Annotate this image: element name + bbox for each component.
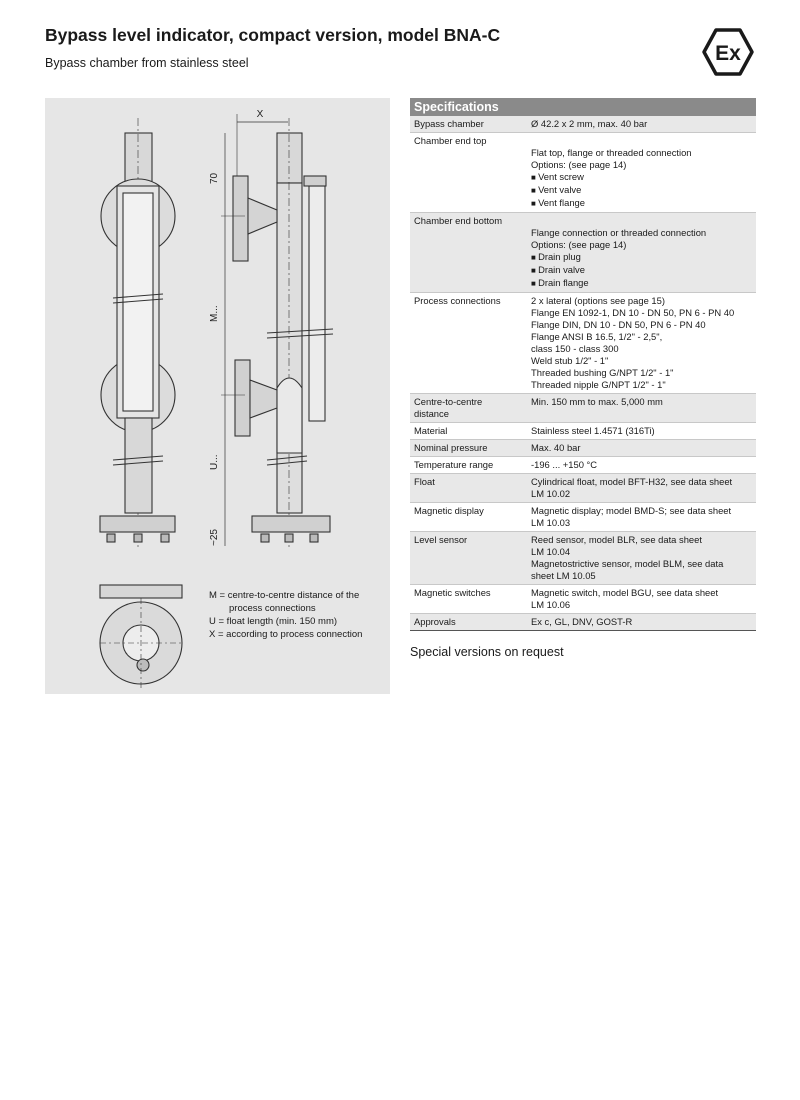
spec-row-chamber-end-top <box>410 133 756 213</box>
spec-value: LM 10.04 <box>531 546 571 557</box>
spec-label: Bypass chamber <box>414 118 484 129</box>
spec-label: Centre-to-centre <box>414 396 483 407</box>
spec-bullet: ■ Drain flange <box>531 277 753 290</box>
spec-label: Temperature range <box>414 459 494 470</box>
spec-row-process-connections <box>410 293 756 394</box>
spec-bullet: ■ Vent screw <box>531 171 753 184</box>
spec-value: sheet LM 10.05 <box>531 570 596 581</box>
spec-label: Nominal pressure <box>414 442 488 453</box>
spec-row-nominal-pressure <box>410 440 756 457</box>
ex-hexagon-icon <box>702 27 754 77</box>
spec-value: Options: (see page 14) <box>531 159 627 170</box>
spec-value: Magnetic switch, model BGU, see data sheet <box>531 587 719 598</box>
spec-row-temperature-range <box>410 457 756 474</box>
spec-label: Magnetic display <box>414 505 484 516</box>
spec-value: Ø 42.2 x 2 mm, max. 40 bar <box>531 118 648 129</box>
spec-value: Stainless steel 1.4571 (316Ti) <box>531 425 655 436</box>
dimension-25-label: ~25 <box>209 529 220 546</box>
spec-label: Material <box>414 425 448 436</box>
spec-bullet: ■ Drain valve <box>531 264 753 277</box>
spec-label: Approvals <box>414 616 456 627</box>
spec-value: Flat top, flange or threaded connection <box>531 147 692 158</box>
spec-value: Options: (see page 14) <box>531 239 627 250</box>
legend-line: M = centre-to-centre distance of the <box>209 590 360 601</box>
spec-row-material <box>410 423 756 440</box>
spec-row-centre-distance <box>410 394 756 423</box>
spec-label: Process connections <box>414 295 501 306</box>
spec-value: Min. 150 mm to max. 5,000 mm <box>531 396 663 407</box>
spec-bullet: ■ Vent valve <box>531 184 753 197</box>
spec-row-magnetic-display <box>410 503 756 532</box>
spec-value: LM 10.03 <box>531 517 571 528</box>
spec-label: Level sensor <box>414 534 468 545</box>
legend-line: X = according to process connection <box>209 629 363 640</box>
spec-row-magnetic-switches <box>410 585 756 614</box>
spec-value: Ex c, GL, DNV, GOST-R <box>531 616 633 627</box>
legend-line: process connections <box>229 603 316 614</box>
spec-row-float <box>410 474 756 503</box>
spec-value: Flange DIN, DN 10 - DN 50, PN 6 - PN 40 <box>531 319 706 330</box>
drawing-legend <box>209 589 362 641</box>
page-subtitle: Bypass chamber from stainless steel <box>45 56 249 70</box>
spec-value: Magnetic display; model BMD-S; see data sheet <box>531 505 732 516</box>
ex-logo-text: Ex <box>715 42 741 65</box>
spec-label: distance <box>414 408 449 419</box>
dimension-x-label: X <box>256 109 264 120</box>
spec-value: Reed sensor, model BLR, see data sheet <box>531 534 702 545</box>
spec-value: Flange ANSI B 16.5, 1/2" - 2,5", <box>531 331 663 342</box>
page-title: Bypass level indicator, compact version, model BNA-C <box>45 25 501 45</box>
specifications-header: Specifications <box>410 98 756 116</box>
spec-value: Threaded nipple G/NPT 1/2" - 1" <box>531 379 666 390</box>
spec-value: LM 10.06 <box>531 599 571 610</box>
spec-value: class 150 - class 300 <box>531 343 619 354</box>
spec-value: Flange EN 1092-1, DN 10 - DN 50, PN 6 - PN 40 <box>531 307 735 318</box>
spec-value: Threaded bushing G/NPT 1/2" - 1" <box>531 367 674 378</box>
spec-label: Float <box>414 476 435 487</box>
spec-value: Max. 40 bar <box>531 442 581 453</box>
spec-bullet: ■ Drain plug <box>531 251 753 264</box>
spec-value: -196 ... +150 °C <box>531 459 598 470</box>
special-versions-note: Special versions on request <box>410 645 564 659</box>
spec-value: Cylindrical float, model BFT-H32, see data sheet <box>531 476 733 487</box>
spec-value-spacer <box>531 215 753 227</box>
spec-value-spacer <box>531 135 753 147</box>
legend-line: U = float length (min. 150 mm) <box>209 616 338 627</box>
spec-value: 2 x lateral (options see page 15) <box>531 295 665 306</box>
dimension-70-label: 70 <box>209 172 220 184</box>
spec-row-chamber-end-bottom <box>410 213 756 293</box>
spec-label: Magnetic switches <box>414 587 491 598</box>
spec-label: Chamber end bottom <box>414 215 503 226</box>
dimension-u-label: U... <box>209 454 220 470</box>
spec-row-bypass-chamber <box>410 116 756 133</box>
spec-row-approvals <box>410 614 756 631</box>
spec-bullet: ■ Vent flange <box>531 197 753 210</box>
spec-value: Flange connection or threaded connection <box>531 227 707 238</box>
spec-row-level-sensor <box>410 532 756 585</box>
spec-label: Chamber end top <box>414 135 487 146</box>
spec-value: LM 10.02 <box>531 488 571 499</box>
spec-value: Weld stub 1/2" - 1" <box>531 355 609 366</box>
spec-value: Magnetostrictive sensor, model BLM, see data <box>531 558 724 569</box>
specifications-table <box>410 98 756 631</box>
dimension-m-label: M... <box>209 305 220 322</box>
spec-rows <box>410 116 756 631</box>
